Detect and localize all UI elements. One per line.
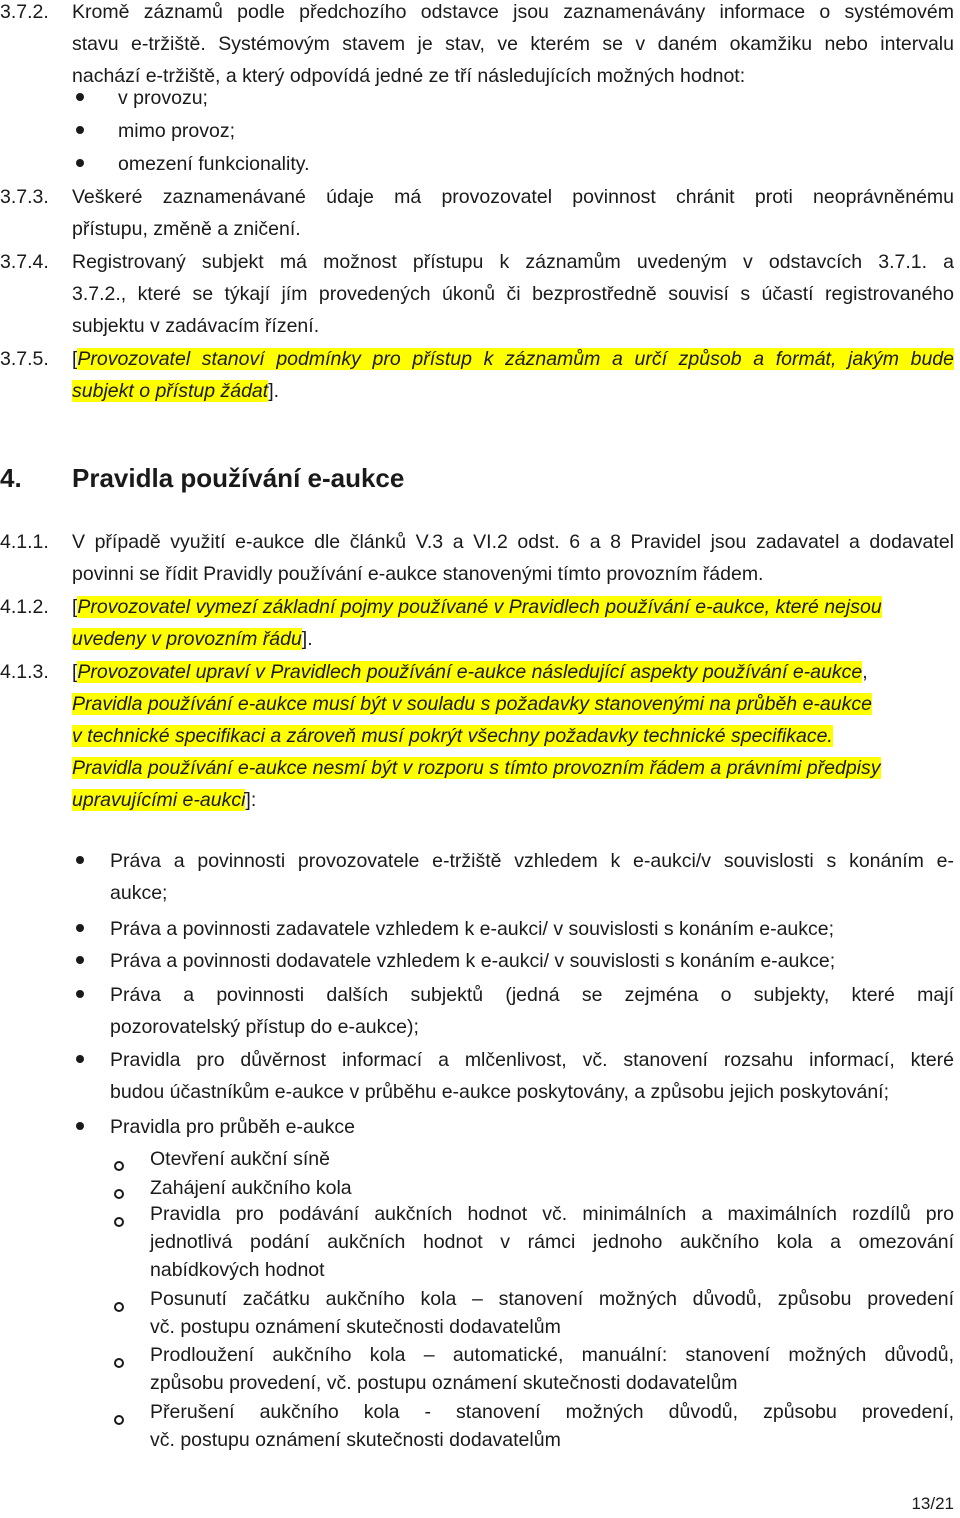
highlighted-text: Provozovatel vymezí základní pojmy používané v Pravidlech používání e-aukce, které nejsou bbox=[77, 596, 882, 618]
text-line: Kromě záznamů podle předchozího odstavce jsou zaznamenávány informace o systémovém bbox=[72, 1, 954, 23]
text-line: Práva a povinnosti zadavatele vzhledem k e-aukci/ v souvislosti s konáním e-aukce; bbox=[110, 918, 835, 940]
text-line: nachází e-tržiště, a který odpovídá jedné ze tří následujících možných hodnot: bbox=[72, 65, 746, 87]
bullet-icon bbox=[76, 1122, 84, 1130]
text-line: Otevření aukční síně bbox=[150, 1148, 330, 1170]
text-line: Práva a povinnosti dalších subjektů (jedná se zejména o subjekty, které mají bbox=[110, 984, 954, 1006]
bullet-icon bbox=[76, 93, 84, 101]
highlighted-text: Provozovatel upraví v Pravidlech používání e-aukce následující aspekty používání e-aukce bbox=[77, 661, 863, 683]
paragraph-number: 3.7.5. bbox=[0, 348, 49, 370]
list-item: mimo provoz; bbox=[118, 120, 236, 142]
list-item bbox=[110, 979, 954, 1043]
text-line: subjektu v zadávacím řízení. bbox=[72, 315, 320, 337]
list-item: v provozu; bbox=[118, 87, 208, 109]
highlighted-text: Provozovatel stanoví bbox=[77, 348, 265, 370]
text-line: povinni se řídit Pravidly používání e-aukce stanovenými tímto provozním řádem. bbox=[72, 563, 764, 585]
bracket: [ bbox=[72, 661, 78, 683]
circle-bullet-icon bbox=[114, 1161, 124, 1171]
list-item bbox=[150, 1143, 954, 1175]
section-title: Pravidla používání e-aukce bbox=[72, 463, 405, 493]
list-item bbox=[150, 1341, 954, 1397]
section-number: 4. bbox=[0, 463, 22, 493]
highlighted-text: upravujícími e-aukci bbox=[72, 789, 246, 811]
list-item bbox=[110, 913, 954, 945]
highlighted-text: Pravidla používání e-aukce musí být v souladu s požadavky stanovenými na průběh e-aukce bbox=[72, 693, 872, 715]
paragraph-text bbox=[72, 526, 954, 590]
text-line: Veškeré zaznamenávané údaje má provozovatel povinnost chránit proti neoprávněnému bbox=[72, 186, 954, 208]
punctuation: , bbox=[862, 661, 868, 683]
highlighted-text: uvedeny v provozním řádu bbox=[72, 628, 302, 650]
paragraph-number: 3.7.2. bbox=[0, 1, 49, 23]
text-line: Registrovaný subjekt má možnost přístupu k záznamům uvedeným v odstavcích 3.7.1. a bbox=[72, 251, 954, 273]
text-line: vč. postupu oznámení skutečnosti dodavatelům bbox=[150, 1316, 561, 1338]
highlighted-text: Pravidla používání e-aukce nesmí být v rozporu s tímto provozním řádem a právními předpisy bbox=[72, 757, 881, 779]
bullet-icon bbox=[76, 159, 84, 167]
text-line: aukce; bbox=[110, 882, 168, 904]
paragraph-number: 3.7.4. bbox=[0, 251, 49, 273]
circle-bullet-icon bbox=[114, 1189, 124, 1199]
list-item bbox=[150, 1398, 954, 1454]
list-item bbox=[110, 945, 954, 977]
list-item bbox=[150, 1285, 954, 1341]
text-line: Práva a povinnosti provozovatele e-tržiště vzhledem k e-aukci/v souvislosti s konáním e- bbox=[110, 850, 954, 872]
paragraph-text bbox=[72, 246, 954, 342]
page-number: 13/21 bbox=[911, 1494, 954, 1513]
list-item: omezení funkcionality. bbox=[118, 153, 310, 175]
bullet-icon bbox=[76, 956, 84, 964]
paragraph-text bbox=[72, 181, 954, 245]
paragraph-number: 3.7.3. bbox=[0, 186, 49, 208]
text-line: Přerušení aukčního kola - stanovení možných důvodů, způsobu provedení, bbox=[150, 1401, 954, 1423]
paragraph-text bbox=[72, 656, 954, 816]
text-line: Prodloužení aukčního kola – automatické, manuální: stanovení možných důvodů, bbox=[150, 1344, 954, 1366]
paragraph-text bbox=[72, 0, 954, 92]
text-line: způsobu provedení, vč. postupu oznámení skutečnosti dodavatelům bbox=[150, 1372, 738, 1394]
paragraph-text bbox=[72, 343, 954, 407]
list-item bbox=[150, 1200, 954, 1284]
text-line: jednotlivá podání aukčních hodnot v rámci jednoho aukčního kola a omezování bbox=[150, 1231, 954, 1253]
circle-bullet-icon bbox=[114, 1415, 124, 1425]
text-line: Posunutí začátku aukčního kola – stanovení možných důvodů, způsobu provedení bbox=[150, 1288, 954, 1310]
bracket: [ bbox=[72, 348, 78, 370]
text-line: budou účastníkům e-aukce v průběhu e-aukce poskytovány, a způsobu jejich poskytování; bbox=[110, 1081, 890, 1103]
text-line: 3.7.2., které se týkají jím provedených úkonů či bezprostředně souvisí s účastí registrovaného bbox=[72, 283, 954, 305]
text-line: pozorovatelský přístup do e-aukce); bbox=[110, 1016, 419, 1038]
bullet-icon bbox=[76, 1055, 84, 1063]
bracket: ]: bbox=[245, 789, 257, 811]
circle-bullet-icon bbox=[114, 1217, 124, 1227]
text-line: Pravidla pro průběh e-aukce bbox=[110, 1116, 355, 1138]
paragraph-number: 4.1.3. bbox=[0, 661, 49, 683]
bracket: ]. bbox=[301, 628, 313, 650]
paragraph-number: 4.1.1. bbox=[0, 531, 49, 553]
paragraph-text bbox=[72, 591, 954, 655]
bullet-icon bbox=[76, 990, 84, 998]
text-line: stavu e-tržiště. Systémovým stavem je stav, ve kterém se v daném okamžiku nebo intervalu bbox=[72, 33, 954, 55]
circle-bullet-icon bbox=[114, 1302, 124, 1312]
highlighted-text: v technické specifikaci a zároveň musí pokrýt všechny požadavky technické specifikace. bbox=[72, 725, 833, 747]
text-line: Zahájení aukčního kola bbox=[150, 1177, 352, 1199]
bullet-icon bbox=[76, 856, 84, 864]
highlighted-text: podmínky pro přístup k záznamům a určí způsob a formát, jakým bude bbox=[264, 348, 954, 370]
bullet-icon bbox=[76, 924, 84, 932]
text-line: nabídkových hodnot bbox=[150, 1259, 325, 1281]
bracket: [ bbox=[72, 596, 78, 618]
text-line: V případě využití e-aukce dle článků V.3 a VI.2 odst. 6 a 8 Pravidel jsou zadavatel a dodavatel bbox=[72, 531, 954, 553]
text-line: Pravidla pro podávání aukčních hodnot vč. minimálních a maximálních rozdílů pro bbox=[150, 1203, 954, 1225]
text-line: přístupu, změně a zničení. bbox=[72, 218, 301, 240]
list-item bbox=[110, 1111, 954, 1143]
circle-bullet-icon bbox=[114, 1358, 124, 1368]
text-line: vč. postupu oznámení skutečnosti dodavatelům bbox=[150, 1429, 561, 1451]
list-item bbox=[110, 845, 954, 909]
bullet-icon bbox=[76, 126, 84, 134]
text-line: Práva a povinnosti dodavatele vzhledem k e-aukci/ v souvislosti s konáním e-aukce; bbox=[110, 950, 836, 972]
highlighted-text: subjekt o přístup žádat bbox=[72, 380, 269, 402]
list-item bbox=[110, 1044, 954, 1108]
text-line: Pravidla pro důvěrnost informací a mlčenlivost, vč. stanovení rozsahu informací, které bbox=[110, 1049, 954, 1071]
paragraph-number: 4.1.2. bbox=[0, 596, 49, 618]
bracket: ]. bbox=[268, 380, 280, 402]
